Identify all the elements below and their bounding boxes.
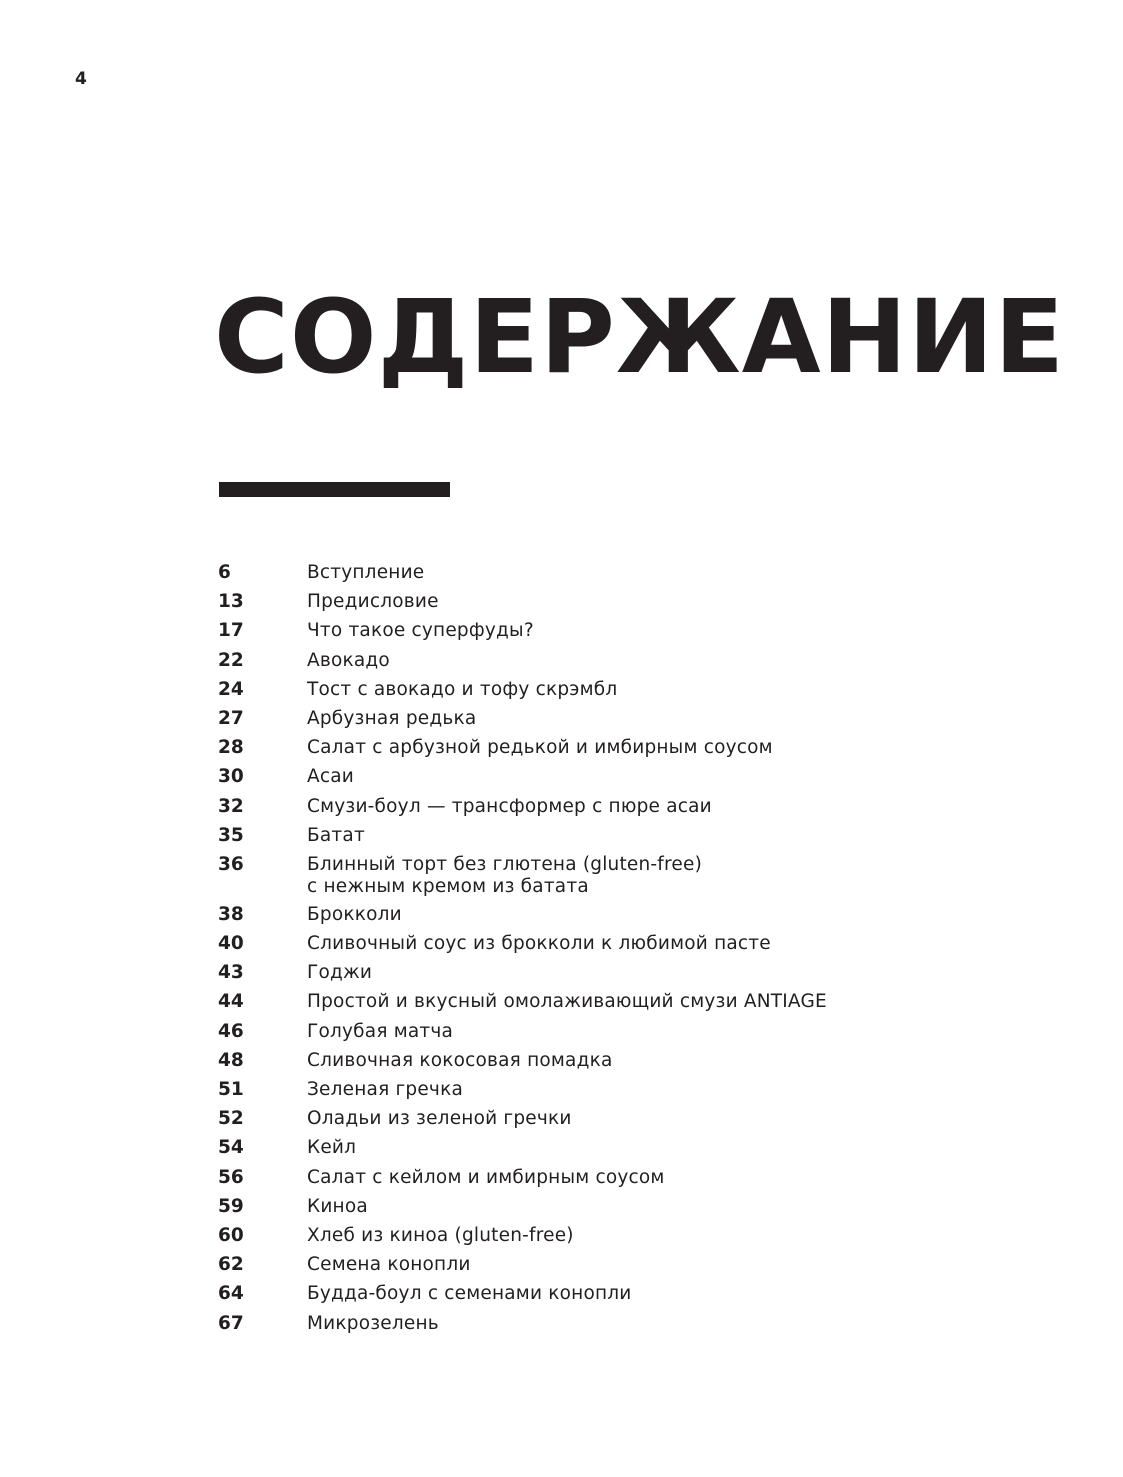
toc-entry-title: Хлеб из киноа (gluten-free) [307, 1224, 574, 1246]
toc-entry-title: Голубая матча [307, 1020, 454, 1042]
toc-entry-title: Кейл [307, 1137, 357, 1159]
toc-entry[interactable] [218, 1283, 1018, 1312]
toc-entry-title: Вступление [307, 562, 425, 583]
toc-entry[interactable] [218, 1313, 1018, 1342]
toc-page-number: 56 [218, 1166, 244, 1188]
toc-entry[interactable] [218, 904, 1018, 933]
toc-entry[interactable] [218, 591, 1018, 620]
toc-entry-title: Зеленая гречка [307, 1079, 463, 1100]
toc-page-number: 36 [218, 853, 244, 875]
toc-entry-title: Сливочная кокосовая помадка [307, 1049, 613, 1071]
toc-entry-title: Смузи-боул — трансформер с пюре асаи [307, 795, 712, 817]
toc-entry[interactable] [218, 1079, 1018, 1108]
toc-page-number: 17 [218, 620, 244, 642]
toc-entry[interactable] [218, 1021, 1018, 1050]
toc-entry[interactable] [218, 991, 1018, 1020]
toc-page-number: 60 [218, 1224, 244, 1246]
toc-page-number: 32 [218, 795, 244, 817]
toc-page-number: 22 [218, 649, 244, 671]
toc-page-number: 48 [218, 1049, 244, 1071]
page-title: СОДЕРЖАНИЕ [214, 278, 1066, 397]
toc-page-number: 24 [218, 678, 244, 700]
toc-page-number: 30 [218, 766, 244, 788]
title-underline [219, 482, 450, 497]
toc-entry[interactable] [218, 1254, 1018, 1283]
page-number: 4 [75, 69, 87, 89]
toc-entry-title: Блинный торт без глютена (gluten-free) с нежным кремом из батата [307, 853, 702, 897]
toc-page-number: 46 [218, 1020, 244, 1042]
toc-page-number: 52 [218, 1108, 244, 1130]
toc-entry[interactable] [218, 766, 1018, 795]
toc-entry[interactable] [218, 962, 1018, 991]
toc-entry-title: Киноа [307, 1195, 368, 1217]
toc-page-number: 38 [218, 903, 244, 925]
toc-page-number: 67 [218, 1312, 244, 1334]
toc-entry[interactable] [218, 854, 1018, 904]
toc-entry[interactable] [218, 1108, 1018, 1137]
toc-page-number: 51 [218, 1079, 244, 1100]
toc-page-number: 54 [218, 1137, 244, 1159]
toc-page-number: 64 [218, 1283, 244, 1305]
toc-page-number: 44 [218, 991, 244, 1013]
toc-entry-title: Микрозелень [307, 1312, 439, 1334]
toc-entry[interactable] [218, 825, 1018, 854]
toc-entry-title: Асаи [307, 766, 354, 788]
toc-entry[interactable] [218, 650, 1018, 679]
toc-entry[interactable] [218, 1050, 1018, 1079]
toc-page-number: 43 [218, 962, 244, 984]
toc-entry-title: Семена конопли [307, 1254, 471, 1276]
toc-page-number: 6 [218, 562, 231, 583]
toc-page-number: 28 [218, 737, 244, 759]
toc-entry-title: Салат с арбузной редькой и имбирным соусом [307, 737, 773, 759]
toc-page-number: 13 [218, 591, 244, 613]
toc-page-number: 40 [218, 933, 244, 955]
toc-entry-title: Годжи [307, 962, 373, 984]
toc-entry[interactable] [218, 1196, 1018, 1225]
toc-entry-title: Сливочный соус из брокколи к любимой пасте [307, 933, 771, 955]
toc-entry[interactable] [218, 933, 1018, 962]
toc-entry-title: Предисловие [307, 591, 439, 613]
toc-entry-title: Авокадо [307, 649, 390, 671]
toc-entry[interactable] [218, 679, 1018, 708]
toc-entry-title: Простой и вкусный омолаживающий смузи ANTIAGE [307, 991, 827, 1013]
toc-entry-title: Тост с авокадо и тофу скрэмбл [307, 678, 618, 700]
toc-entry-title: Оладьи из зеленой гречки [307, 1108, 572, 1130]
toc-entry-title: Будда-боул с семенами конопли [307, 1283, 632, 1305]
toc-page-number: 35 [218, 824, 244, 846]
toc-entry-title: Салат с кейлом и имбирным соусом [307, 1166, 665, 1188]
toc-page-number: 62 [218, 1254, 244, 1276]
toc-entry[interactable] [218, 708, 1018, 737]
toc-entry-title: Что такое суперфуды? [307, 620, 534, 642]
toc-entry-title: Батат [307, 824, 365, 846]
toc-page-number: 59 [218, 1195, 244, 1217]
toc-entry[interactable] [218, 796, 1018, 825]
toc-entry[interactable] [218, 1137, 1018, 1166]
toc-entry[interactable] [218, 620, 1018, 649]
toc-entry[interactable] [218, 1167, 1018, 1196]
table-of-contents [218, 562, 1018, 1342]
toc-entry[interactable] [218, 562, 1018, 591]
toc-entry[interactable] [218, 737, 1018, 766]
toc-page-number: 27 [218, 707, 244, 729]
toc-entry-title: Брокколи [307, 903, 402, 925]
toc-entry[interactable] [218, 1225, 1018, 1254]
toc-entry-title: Арбузная редька [307, 707, 477, 729]
